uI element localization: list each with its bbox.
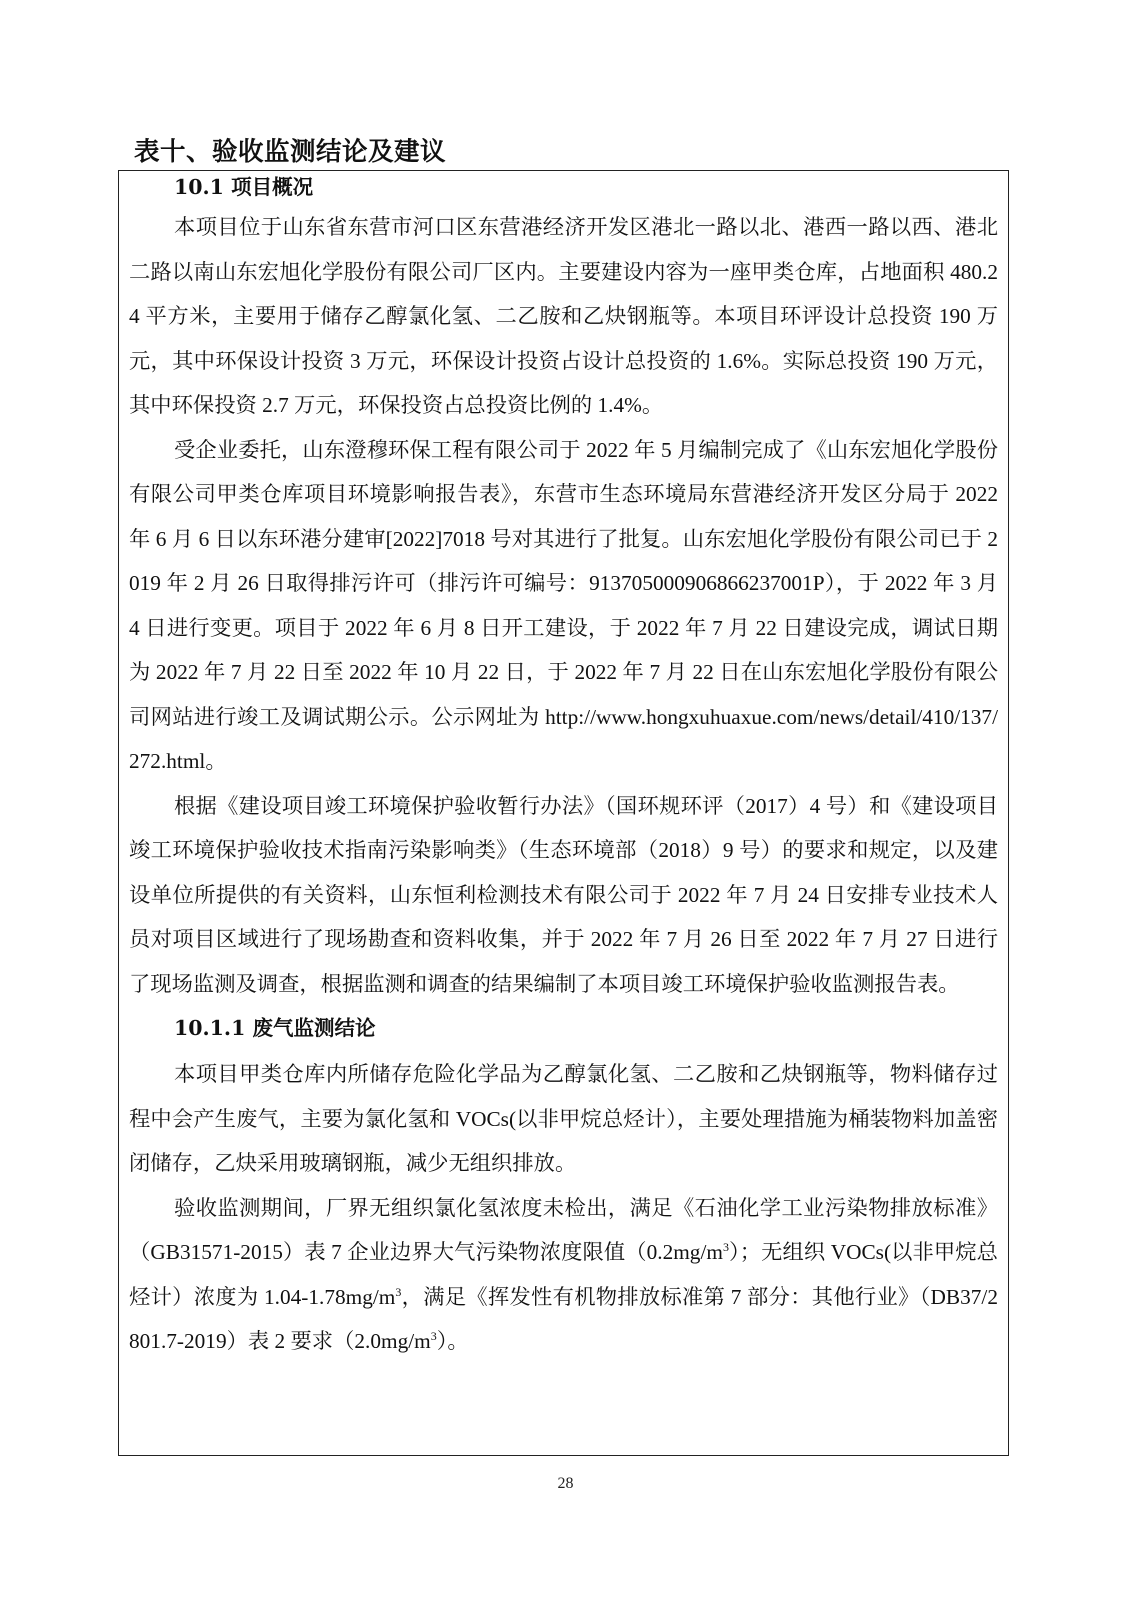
section-10-1-body xyxy=(129,205,998,1006)
table-title: 表十、验收监测结论及建议 xyxy=(134,137,447,167)
page-number: 28 xyxy=(557,1475,574,1492)
section-heading-10-1: 10.1 项目概况 xyxy=(174,175,314,199)
section-heading-10-1-1: 10.1.1 废气监测结论 xyxy=(174,1016,376,1040)
body-paragraph: 根据《建设项目竣工环境保护验收暂行办法》（国环规环评（2017）4 号）和《建设项目竣工环境保护验收技术指南污染影响类》（生态环境部（2018）9 号）的要求和规定，以及建设单位所提供的有关资料，山东恒利检测技术有限公司于 2022 年 7 月 24 日安排专业技术人员对项目区域进行了现场勘查和资料收集，并于 2022 年 7 月 26 日至 2022 年 7 月 27 日进行了现场监测及调查，根据监测和调查的结果编制了本项目竣工环境保护验收监测报告表。 xyxy=(129,793,998,996)
body-paragraph: 本项目甲类仓库内所储存危险化学品为乙醇氯化氢、二乙胺和乙炔钢瓶等，物料储存过程中会产生废气，主要为氯化氢和 VOCs(以非甲烷总烃计），主要处理措施为桶装物料加盖密闭储存，乙炔采用玻璃钢瓶，减少无组织排放。 xyxy=(129,1062,998,1175)
section-10-1-1-body xyxy=(129,1052,998,1364)
body-paragraph: 本项目位于山东省东营市河口区东营港经济开发区港北一路以北、港西一路以西、港北二路以南山东宏旭化学股份有限公司厂区内。主要建设内容为一座甲类仓库，占地面积 480.24 平方米，主要用于储存乙醇氯化氢、二乙胺和乙炔钢瓶等。本项目环评设计总投资 190 万元，其中环保设计投资 3 万元，环保设计投资占设计总投资的 1.6%。实际总投资 190 万元，其中环保投资 2.7 万元，环保投资占总投资比例的 1.4%。 xyxy=(129,215,998,417)
conclusion-table-box xyxy=(118,170,1009,1456)
body-paragraph: 受企业委托，山东澄穆环保工程有限公司于 2022 年 5 月编制完成了《山东宏旭化学股份有限公司甲类仓库项目环境影响报告表》，东营市生态环境局东营港经济开发区分局于 2022 年 6 月 6 日以东环港分建审[2022]7018 号对其进行了批复。山东宏旭化学股份有限公司已于 2019 年 2 月 26 日取得排污许可（排污许可编号：913705000906866237001P），于 2022 年 3 月 4 日进行变更。项目于 2022 年 6 月 8 日开工建设，于 2022 年 7 月 22 日建设完成，调试日期为 2022 年 7 月 22 日至 2022 年 10 月 22 日，于 2022 年 7 月 22 日在山东宏旭化学股份有限公司网站进行竣工及调试期公示。公示网址为 http://www.hongxuhuaxue.com/news/detail/410/137/272.html。 xyxy=(129,437,998,773)
body-paragraph: 验收监测期间，厂界无组织氯化氢浓度未检出，满足《石油化学工业污染物排放标准》（GB31571-2015）表 7 企业边界大气污染物浓度限值$(0.2mg/m^3)$；无组织 VOCs(以非甲烷总烃计）浓度为 $1.04-1.78mg/m^3$，满足《挥发性有机物排放标准第 7 部分：其他行业》（DB37/2801.7-2019）表 2 要求$(2.0mg/m^3)$。 xyxy=(129,1195,998,1353)
